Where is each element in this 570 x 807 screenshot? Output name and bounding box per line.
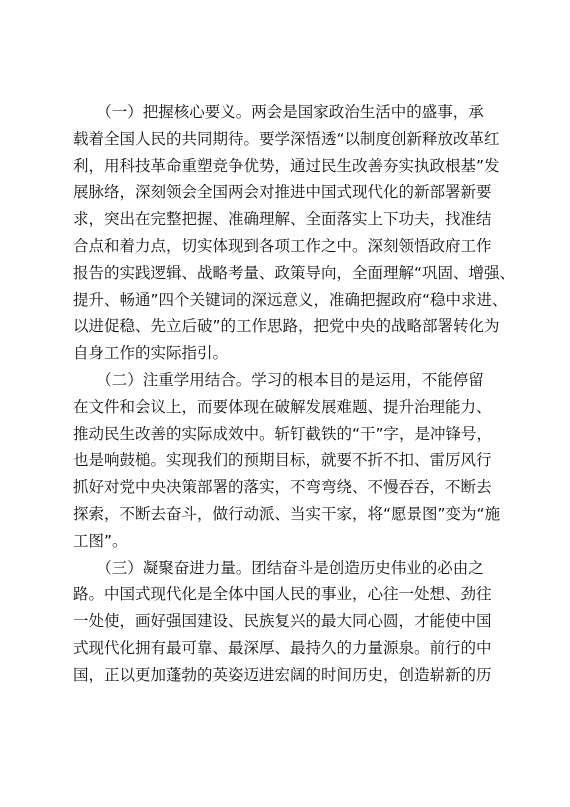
text-line: 抓好对党中央决策部署的落实，不弯弯绕、不慢吞吞，不断去 [73, 478, 492, 497]
text-line: （一）把握核心要义。两会是国家政治生活中的盛事，承 [73, 103, 484, 121]
text-line: 以进促稳、先立后破”的工作思路，把党中央的战略部署转化为 [73, 317, 500, 336]
text-line: 工图”。 [73, 531, 128, 550]
text-line: 一处使，画好强国建设、民族复兴的最大同心圆，才能使中国 [73, 612, 492, 631]
text-line: 自身工作的实际指引。 [73, 344, 229, 363]
text-line: 利，用科技革命重塑竞争优势，通过民生改善夯实执政根基”发 [73, 156, 500, 175]
text-line: （三）凝聚奋进力量。团结奋斗是创造历史伟业的必由之 [73, 558, 484, 577]
text-line: 路。中国式现代化是全体中国人民的事业，心往一处想、劲往 [73, 585, 492, 604]
text-line: 展脉络，深刻领会全国两会对推进中国式现代化的新部署新要 [73, 183, 492, 202]
paragraph-gather-momentum [73, 555, 503, 689]
text-line: 合点和着力点，切实体现到各项工作之中。深刻领悟政府工作 [73, 236, 492, 255]
text-line: 报告的实践逻辑、战略考量、政策导向，全面理解“巩固、增强、 [73, 263, 516, 282]
document-body [73, 99, 516, 689]
text-line: 推动民生改善的实际成效中。斩钉截铁的“干”字，是冲锋号， [73, 424, 493, 443]
text-line: 国，正以更加蓬勃的英姿迈进宏阔的时间历史，创造崭新的历 [73, 665, 492, 684]
text-line: 探索，不断去奋斗，做行动派、当实干家，将“愿景图”变为“施 [73, 504, 501, 523]
text-line: 式现代化拥有最可靠、最深厚、最持久的力量源泉。前行的中 [73, 638, 492, 657]
text-line: 求，突出在完整把握、准确理解、全面落实上下功夫，找准结 [73, 210, 492, 229]
text-line: （二）注重学用结合。学习的根本目的是运用，不能停留 [73, 370, 484, 389]
text-line: 载着全国人民的共同期待。要学深悟透“以制度创新释放改革红 [73, 129, 500, 148]
paragraph-combine-study-and-practice [73, 367, 503, 555]
paragraph-grasp-core-essence [73, 99, 516, 367]
text-line: 也是响鼓槌。实现我们的预期目标，就要不折不扣、雷厉风行 [73, 451, 492, 470]
text-line: 提升、畅通”四个关键词的深远意义，准确把握政府“稳中求进、 [73, 290, 508, 309]
text-line: 在文件和会议上，而要体现在破解发展难题、提升治理能力、 [73, 397, 492, 416]
